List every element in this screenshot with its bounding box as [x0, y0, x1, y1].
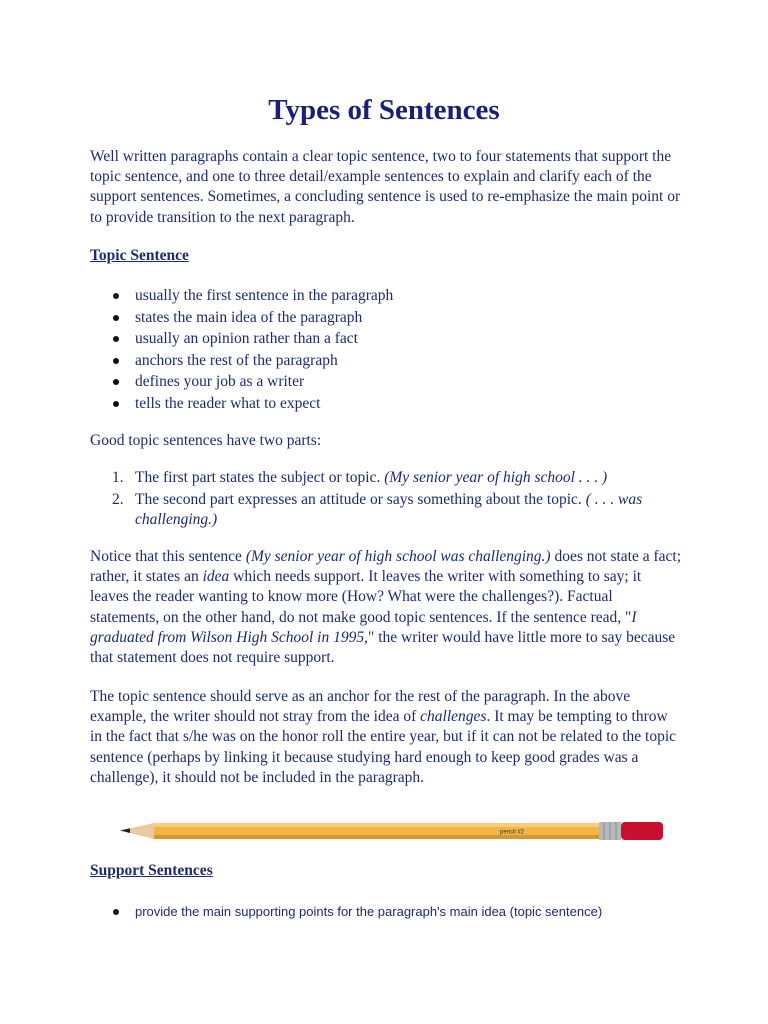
notice-paragraph: [90, 547, 682, 668]
list-item: defines your job as a writer: [90, 371, 682, 393]
notice-example: (My senior year of high school was challenging.): [245, 548, 551, 565]
list-number: 2.: [112, 490, 124, 508]
anchor-text: The topic sentence should serve as an anchor for the rest of the paragraph. In the above example, the writer should not stray from the idea of: [90, 688, 631, 726]
notice-idea: idea: [202, 568, 230, 586]
list-item: [90, 490, 682, 531]
pencil-label: pencil #2: [500, 829, 525, 836]
list-item: usually the first sentence in the paragraph: [90, 285, 682, 307]
list-item: anchors the rest of the paragraph: [90, 350, 682, 372]
anchor-paragraph: [90, 687, 682, 788]
list-item: usually an opinion rather than a fact: [90, 328, 682, 350]
part-example: ( . . . was challenging.): [135, 490, 643, 528]
support-sentences-heading: Support Sentences: [90, 862, 213, 879]
list-number: 1.: [112, 469, 124, 486]
parts-intro: Good topic sentences have two parts:: [90, 432, 322, 449]
notice-text: Notice that this sentence: [90, 548, 246, 565]
part-text: The first part states the subject or topic.: [135, 469, 385, 486]
intro-paragraph: Well written paragraphs contain a clear topic sentence, two to four statements that support the topic sentence, and one to three detail/example sentences to explain and clarify each of the support sentences. Sometimes, a concluding sentence is used to re-emphasize the main point or to provide transition to the next paragraph.: [90, 148, 681, 226]
list-item: states the main idea of the paragraph: [90, 307, 682, 329]
notice-text: ," the writer would have little more to say because that statement does not require support.: [90, 628, 676, 667]
notice-text: does not state a fact; rather, it states an: [90, 548, 682, 586]
notice-example: I graduated from Wilson High School in 1995: [90, 608, 637, 646]
support-sentences-bullets: [90, 903, 682, 921]
list-item: tells the reader what to expect: [90, 393, 682, 415]
pencil-highlight: [154, 823, 599, 827]
notice-text: which needs support. It leaves the writer with something to say; it leaves the reader wanting to know more (How? What were the challenges?). Factual statements, on the other hand, do not make good topic sentences. If the sentence read, ": [90, 568, 642, 626]
page-title: Types of Sentences: [268, 94, 500, 126]
topic-sentence-heading: Topic Sentence: [90, 247, 189, 264]
anchor-text: . It may be tempting to throw in the fact that s/he was on the honor roll the entire year, but if it can not be related to the topic sentence (perhaps by linking it because studying hard enough to keep good grades was a challenge), it should not be included in the paragraph.: [90, 708, 677, 786]
part-text: The second part expresses an attitude or says something about the topic.: [135, 490, 586, 508]
anchor-challenges: challenges: [420, 708, 487, 726]
pencil-shadow: [154, 835, 599, 839]
topic-sentence-bullets: [90, 285, 682, 414]
pencil-eraser: [621, 822, 663, 840]
part-example: (My senior year of high school . . . ): [384, 469, 608, 486]
topic-parts-list: [90, 468, 682, 532]
pencil-image: [120, 818, 665, 846]
pencil-lead: [120, 828, 130, 833]
list-item: [90, 468, 682, 489]
list-item: provide the main supporting points for the paragraph's main idea (topic sentence): [90, 903, 682, 921]
